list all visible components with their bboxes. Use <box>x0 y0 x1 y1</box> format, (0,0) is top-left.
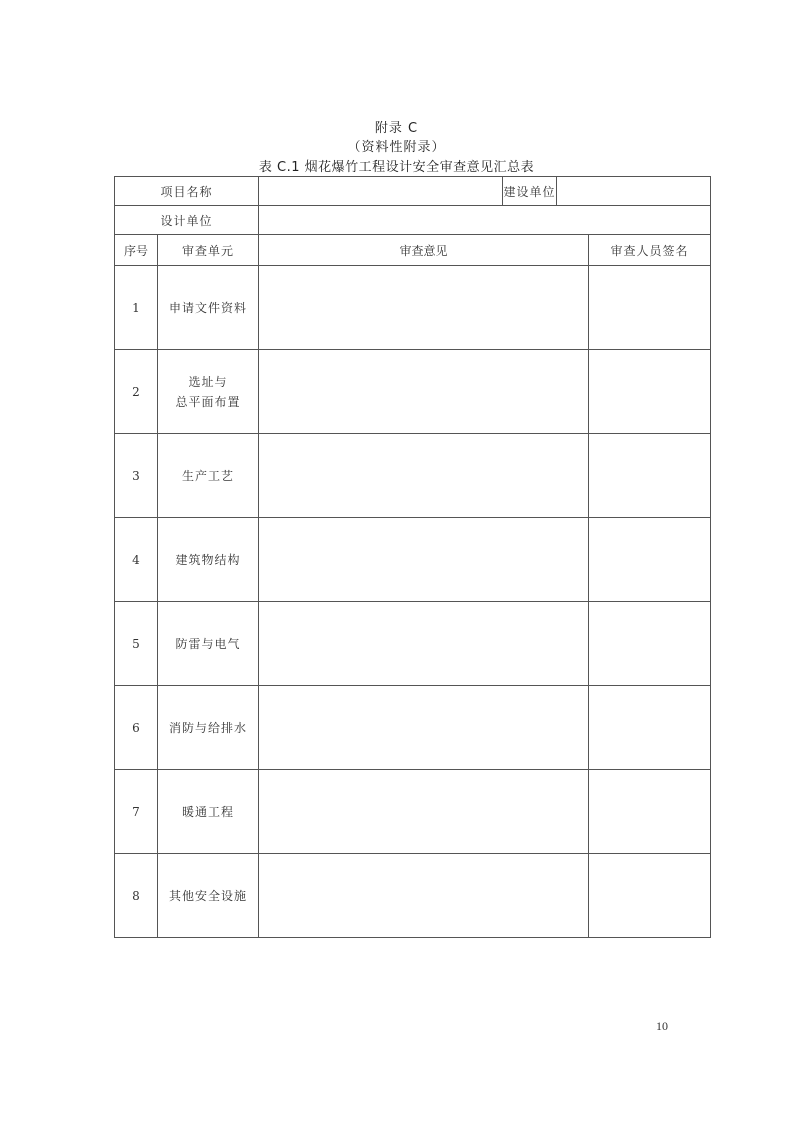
row-unit-line1: 选址与 <box>188 374 228 389</box>
appendix-nature: （资料性附录） <box>347 140 446 155</box>
seq-header: 序号 <box>115 235 158 266</box>
project-name-field[interactable] <box>259 177 503 206</box>
row-unit: 建筑物结构 <box>158 518 259 602</box>
row-unit-line2: 总平面布置 <box>175 394 241 409</box>
table-row <box>115 770 711 854</box>
row-unit: 申请文件资料 <box>158 266 259 350</box>
project-info-row <box>115 177 711 206</box>
designer-info-row <box>115 206 711 235</box>
signature-cell[interactable] <box>589 434 711 518</box>
designer-label: 设计单位 <box>115 206 259 235</box>
signature-cell[interactable] <box>589 350 711 434</box>
table-row <box>115 854 711 938</box>
builder-field[interactable] <box>557 177 711 206</box>
opinion-cell[interactable] <box>259 350 589 434</box>
table-title: 表 C.1 烟花爆竹工程设计安全审查意见汇总表 <box>258 160 535 175</box>
table-row <box>115 350 711 434</box>
unit-header: 审查单元 <box>158 235 259 266</box>
opinion-cell[interactable] <box>259 434 589 518</box>
row-unit: 生产工艺 <box>158 434 259 518</box>
row-unit <box>158 350 259 434</box>
row-unit: 消防与给排水 <box>158 686 259 770</box>
opinion-cell[interactable] <box>259 854 589 938</box>
opinion-header: 审查意见 <box>259 235 589 266</box>
opinion-cell[interactable] <box>259 266 589 350</box>
designer-field[interactable] <box>259 206 711 235</box>
row-seq: 1 <box>115 266 158 350</box>
column-header-row <box>115 235 711 266</box>
opinion-cell[interactable] <box>259 602 589 686</box>
review-summary-table <box>114 176 711 938</box>
row-seq: 8 <box>115 854 158 938</box>
appendix-heading: 附录 C <box>374 121 419 136</box>
table-row <box>115 266 711 350</box>
signature-cell[interactable] <box>589 266 711 350</box>
row-unit: 暖通工程 <box>158 770 259 854</box>
project-name-label: 项目名称 <box>115 177 259 206</box>
signature-cell[interactable] <box>589 854 711 938</box>
table-row <box>115 602 711 686</box>
signature-cell[interactable] <box>589 686 711 770</box>
table-row <box>115 518 711 602</box>
row-seq: 5 <box>115 602 158 686</box>
opinion-cell[interactable] <box>259 686 589 770</box>
signature-cell[interactable] <box>589 518 711 602</box>
builder-label: 建设单位 <box>503 177 557 206</box>
signature-cell[interactable] <box>589 770 711 854</box>
signature-cell[interactable] <box>589 602 711 686</box>
row-unit: 其他安全设施 <box>158 854 259 938</box>
signature-header: 审查人员签名 <box>589 235 711 266</box>
row-seq: 4 <box>115 518 158 602</box>
row-seq: 2 <box>115 350 158 434</box>
row-unit: 防雷与电气 <box>158 602 259 686</box>
table-row <box>115 434 711 518</box>
row-seq: 3 <box>115 434 158 518</box>
table-row <box>115 686 711 770</box>
row-seq: 7 <box>115 770 158 854</box>
row-seq: 6 <box>115 686 158 770</box>
opinion-cell[interactable] <box>259 518 589 602</box>
opinion-cell[interactable] <box>259 770 589 854</box>
page-number: 10 <box>656 1019 668 1033</box>
